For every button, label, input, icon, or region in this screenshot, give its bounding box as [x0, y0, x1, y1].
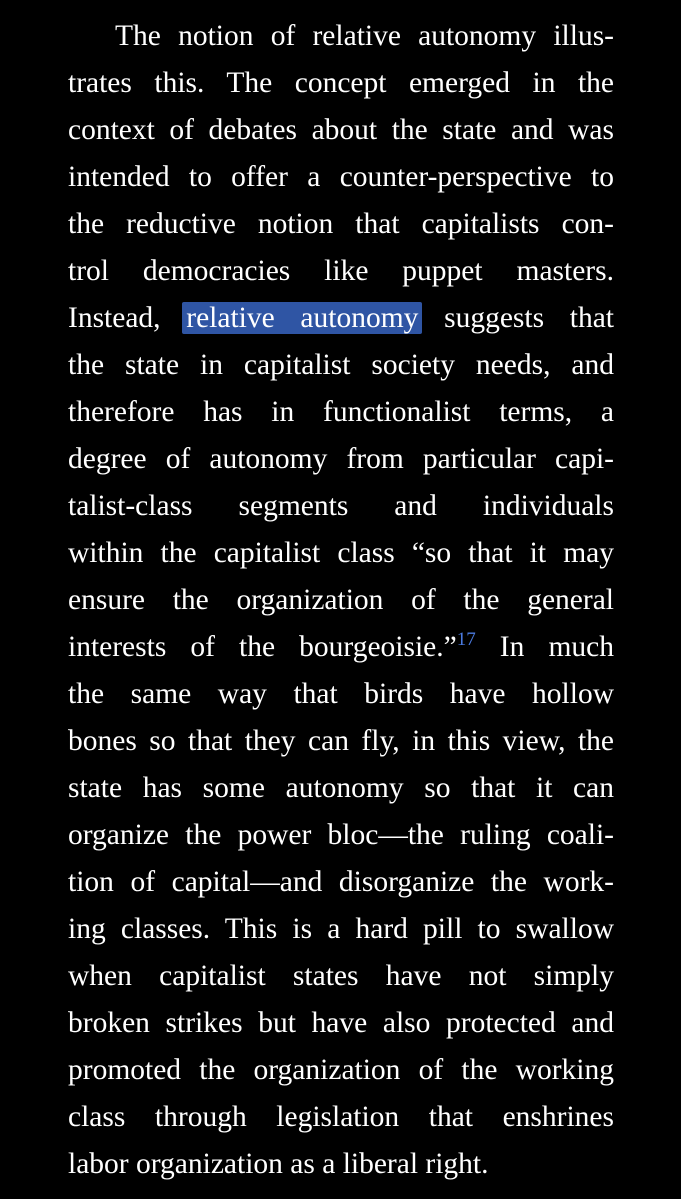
- text-line-9: therefore has in functionalist terms, a: [68, 396, 614, 428]
- text-line-20: ing classes. This is a hard pill to swallow: [68, 913, 614, 945]
- line-14-text: interests of the bourgeoisie.”: [68, 631, 457, 663]
- text-line-6: trol democracies like puppet masters.: [68, 255, 614, 287]
- text-line-1: The notion of relative autonomy illus-: [115, 20, 614, 52]
- text-line-13: ensure the organization of the general: [68, 584, 614, 616]
- text-line-7: [68, 295, 614, 342]
- text-line-21: when capitalist states have not simply: [68, 960, 614, 992]
- text-line-4: intended to offer a counter-perspective to: [68, 161, 614, 193]
- text-line-18: organize the power bloc—the ruling coali-: [68, 819, 614, 851]
- text-line-17: state has some autonomy so that it can: [68, 772, 614, 804]
- text-line-15: the same way that birds have hollow: [68, 678, 614, 710]
- text-line-25: labor organization as a liberal right.: [68, 1148, 489, 1180]
- highlighted-text-selection[interactable]: relative autonomy: [182, 302, 422, 334]
- line-7-suffix: suggests that: [444, 302, 615, 334]
- text-line-3: context of debates about the state and was: [68, 114, 614, 146]
- text-line-14: [68, 624, 614, 671]
- text-line-11: talist-class segments and individuals: [68, 490, 614, 522]
- text-line-16: bones so that they can fly, in this view, the: [68, 725, 614, 757]
- text-line-19: tion of capital—and disorganize the work-: [68, 866, 614, 898]
- text-line-22: broken strikes but have also protected and: [68, 1007, 614, 1039]
- line-14-suffix: In much: [499, 631, 614, 663]
- text-line-24: class through legislation that enshrines: [68, 1101, 614, 1133]
- footnote-link-17[interactable]: 17: [456, 629, 476, 650]
- line-7-prefix: Instead,: [68, 302, 161, 334]
- text-line-10: degree of autonomy from particular capi-: [68, 443, 614, 475]
- text-line-5: the reductive notion that capitalists con-: [68, 208, 614, 240]
- text-line-23: promoted the organization of the working: [68, 1054, 614, 1086]
- text-line-12: within the capitalist class “so that it may: [68, 537, 614, 569]
- text-line-8: the state in capitalist society needs, and: [68, 349, 614, 381]
- body-paragraph: [68, 13, 614, 1188]
- text-line-2: trates this. The concept emerged in the: [68, 67, 614, 99]
